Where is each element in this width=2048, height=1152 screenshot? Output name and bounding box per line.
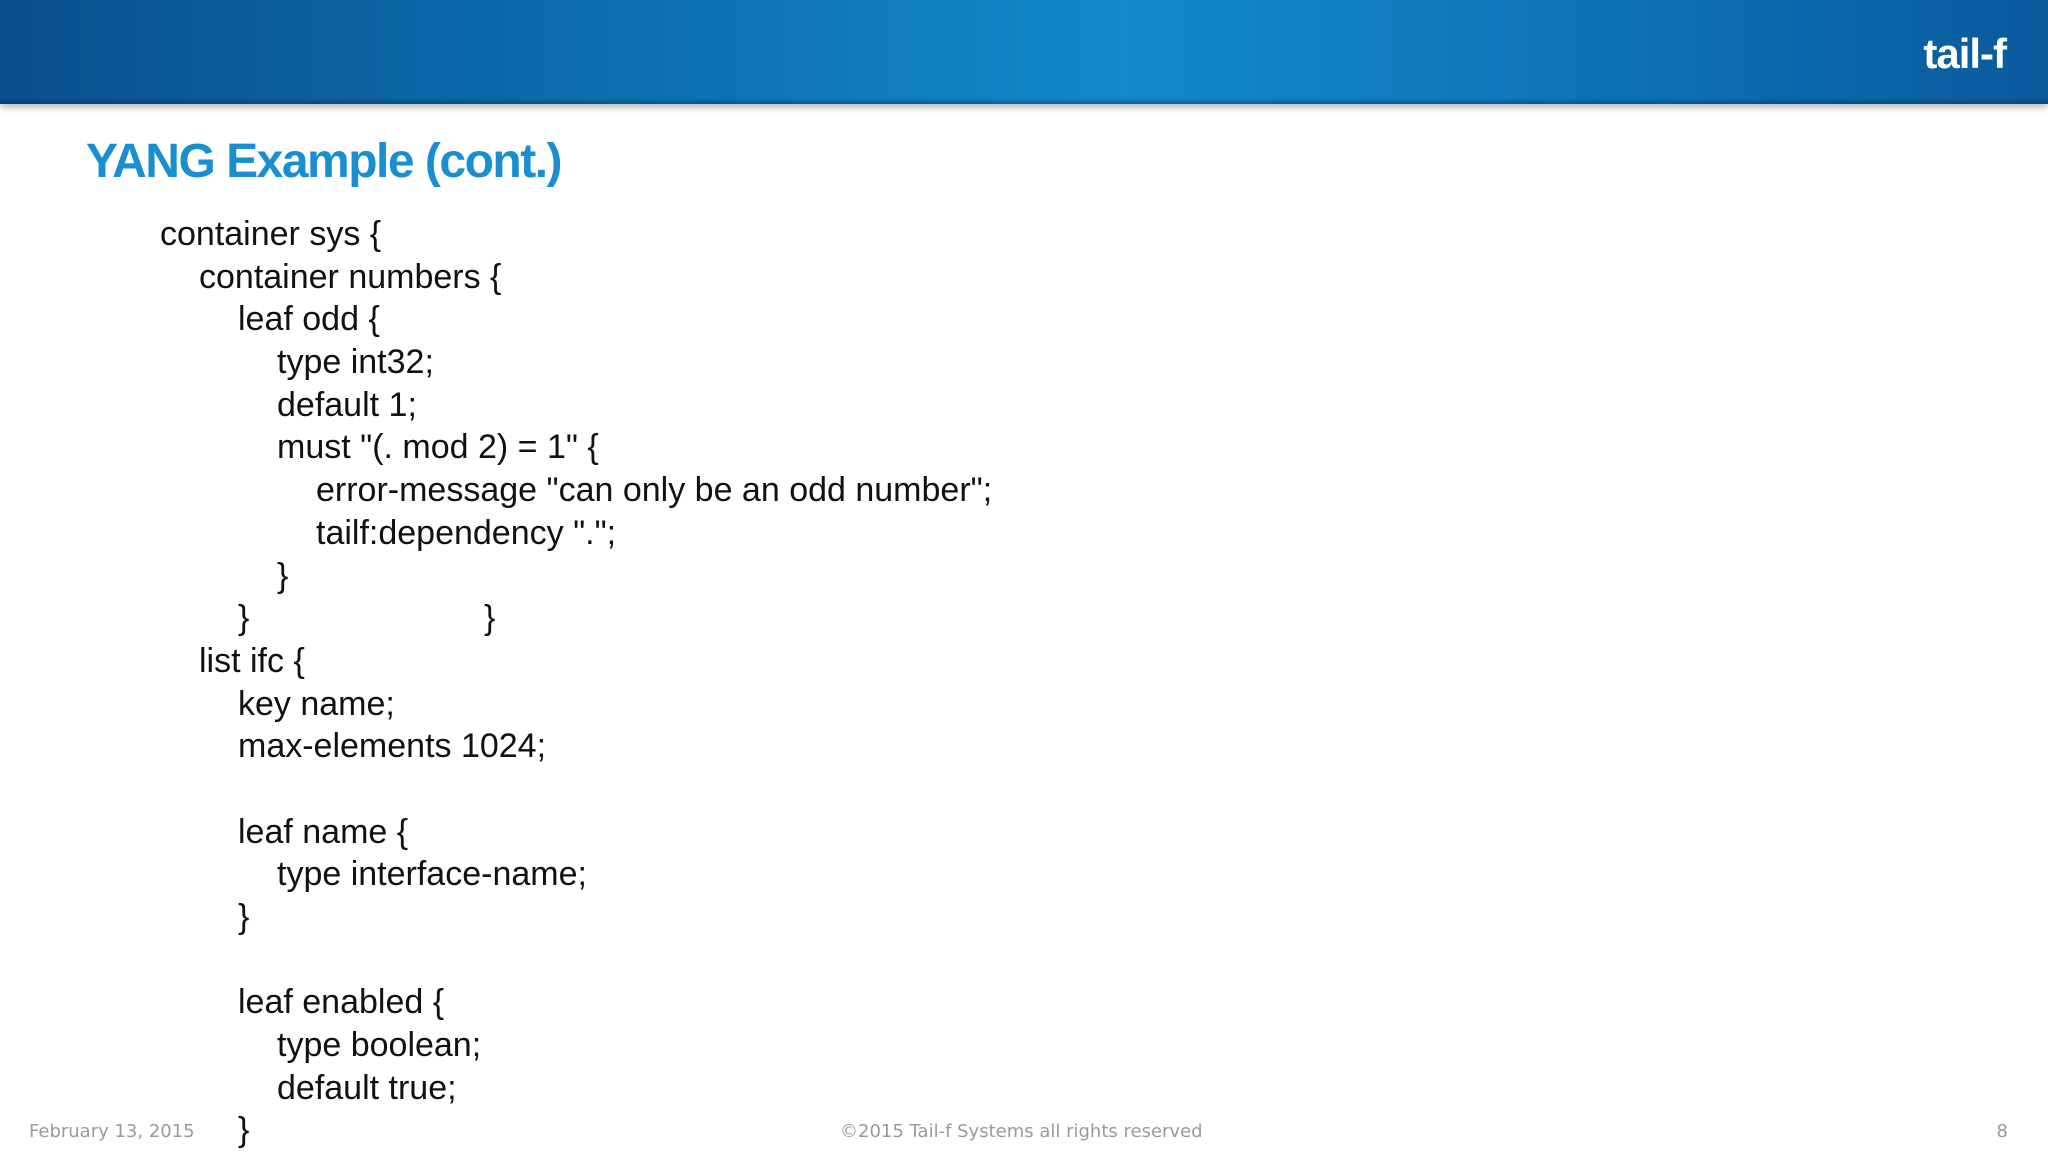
code-line: type interface-name; bbox=[277, 855, 587, 894]
code-line: } bbox=[238, 1111, 250, 1150]
code-line: type boolean; bbox=[277, 1026, 482, 1065]
code-line: type int32; bbox=[277, 343, 434, 382]
code-line: leaf odd { bbox=[238, 300, 380, 339]
code-line: } bbox=[277, 556, 289, 595]
code-line: max-elements 1024; bbox=[238, 727, 547, 766]
code-line: container sys { bbox=[160, 215, 382, 253]
code-line: must "(. mod 2) = 1" { bbox=[277, 428, 599, 467]
header-bar bbox=[0, 0, 2048, 104]
code-line: error-message "can only be an odd number"; bbox=[316, 471, 993, 510]
code-line: default true; bbox=[277, 1068, 457, 1107]
code-line: } bbox=[238, 898, 250, 936]
code-line: key name; bbox=[238, 684, 395, 723]
code-line bbox=[160, 597, 992, 640]
code-line-blank bbox=[160, 939, 992, 982]
code-line: container numbers { bbox=[199, 257, 502, 296]
code-line-text: } bbox=[238, 599, 250, 638]
code-block bbox=[160, 213, 992, 1152]
code-line: leaf name { bbox=[238, 812, 409, 851]
code-line: leaf enabled { bbox=[238, 983, 445, 1022]
slide-title: YANG Example (cont.) bbox=[86, 135, 562, 188]
code-line: list ifc { bbox=[199, 641, 305, 680]
code-line: tailf:dependency "."; bbox=[316, 513, 617, 552]
tailf-logo: tail-f bbox=[1923, 30, 2006, 77]
code-line-blank bbox=[160, 768, 992, 811]
footer-page-number: 8 bbox=[1996, 1121, 2008, 1142]
code-line: default 1; bbox=[277, 385, 417, 424]
footer-copyright: ©2015 Tail-f Systems all rights reserved bbox=[840, 1121, 1203, 1142]
footer-date: February 13, 2015 bbox=[29, 1121, 195, 1142]
stray-closing-brace: } bbox=[484, 599, 496, 638]
